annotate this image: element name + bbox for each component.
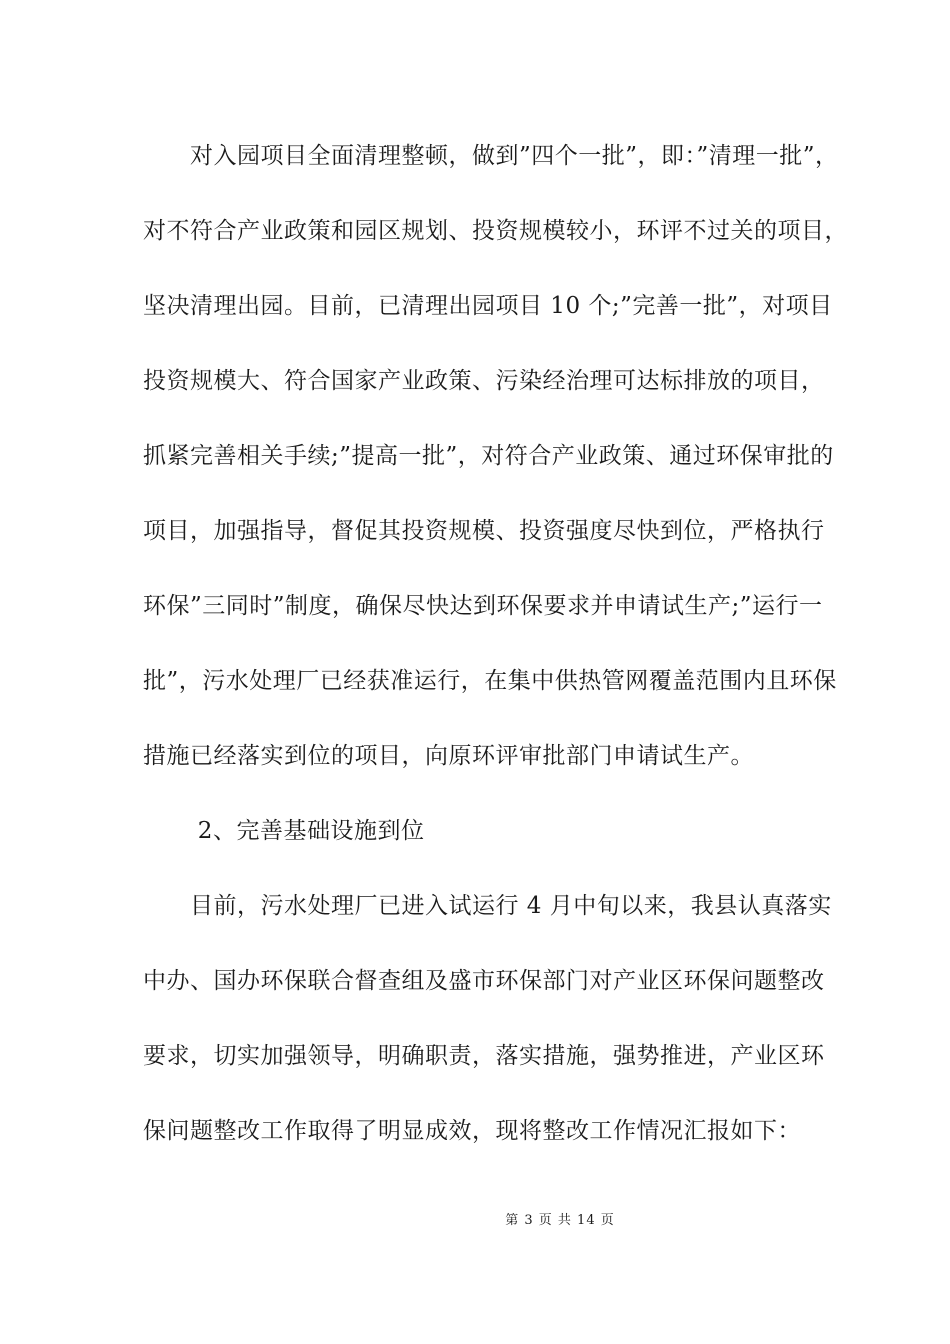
body-text-line: 要求，切实加强领导，明确职责，落实措施，强势推进，产业区环 [143, 1043, 825, 1069]
body-text-line: 保问题整改工作取得了明显成效，现将整改工作情况汇报如下： [143, 1118, 801, 1144]
body-text-line: 目前，污水处理厂已进入试运行 4 月中旬以来，我县认真落实 [143, 893, 832, 919]
body-text-line: 对入园项目全面清理整顿，做到”四个一批”，即：”清理一批”， [143, 143, 839, 169]
body-text-line: 措施已经落实到位的项目，向原环评审批部门申请试生产。 [143, 743, 754, 769]
body-text-line: 坚决清理出园。目前，已清理出园项目 10 个;”完善一批”，对项目 [143, 293, 833, 319]
body-text-line: 项目，加强指导，督促其投资规模、投资强度尽快到位，严格执行 [143, 518, 825, 544]
body-text-line: 环保”三同时”制度，确保尽快达到环保要求并申请试生产;”运行一 [143, 593, 823, 619]
body-text-line: 投资规模大、符合国家产业政策、污染经治理可达标排放的项目， [143, 368, 825, 394]
body-text-line: 抓紧完善相关手续;”提高一批”，对符合产业政策、通过环保审批的 [143, 443, 834, 469]
section-heading: 2、完善基础设施到位 [143, 818, 425, 844]
body-text-line: 批”，污水处理厂已经获准运行，在集中供热管网覆盖范围内且环保 [143, 668, 837, 694]
body-text-line: 中办、国办环保联合督查组及盛市环保部门对产业区环保问题整改 [143, 968, 825, 994]
page-number-footer: 第 3 页 共 14 页 [505, 1213, 615, 1228]
body-text-line: 对不符合产业政策和园区规划、投资规模较小，环评不过关的项目， [143, 218, 848, 244]
